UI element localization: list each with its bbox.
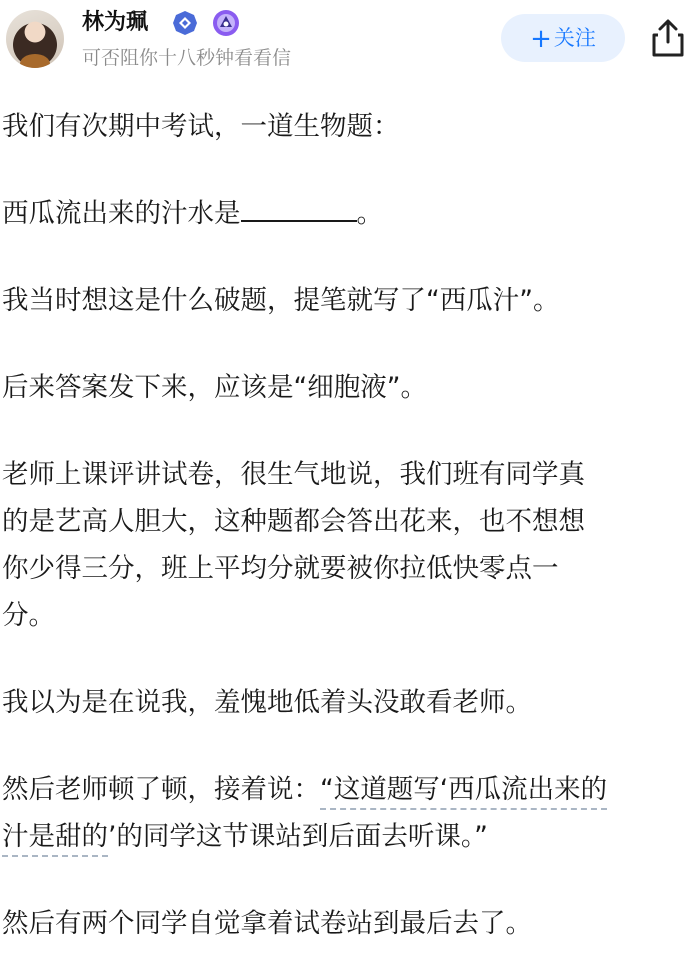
paragraph-8: 然后有两个同学自觉拿着试卷站到最后去了。 [2,908,532,939]
follow-label: 关注 [553,26,596,50]
verified-badge-icon [172,10,198,36]
author-signature: 可否阻你十八秒钟看看信 [82,47,292,69]
paragraph-4: 后来答案发下来，应该是“细胞液”。 [2,372,427,403]
post-header [0,0,690,90]
avatar-figure [20,54,50,68]
paragraph-5-line-1: 老师上课评讲试卷，很生气地说，我们班有同学真 [2,459,585,490]
highlighted-quote-start[interactable]: “这道题写‘西瓜流出来的 [320,774,607,810]
share-icon[interactable] [650,18,686,58]
follow-button[interactable] [501,14,625,62]
paragraph-5-line-4: 分。 [2,600,55,631]
paragraph-7-lead: 然后老师顿了顿，接着说： [2,774,320,805]
highlighted-quote-end[interactable]: 汁是甜的 [2,821,108,857]
paragraph-7-tail: ’的同学这节课站到后面去听课。” [108,821,488,852]
author-avatar[interactable] [6,10,64,68]
question-text: 西瓜流出来的汁水是 [2,198,241,229]
level-badge-icon [212,9,240,37]
paragraph-5-line-2: 的是艺高人胆大，这种题都会答出花来，也不想想 [2,506,585,537]
paragraph-7-line-1 [2,766,688,813]
question-end: 。 [356,198,383,229]
paragraph-3: 我当时想这是什么破题，提笔就写了“西瓜汁”。 [2,285,560,316]
paragraph-5-line-3: 你少得三分，班上平均分就要被你拉低快零点一 [2,553,559,584]
paragraph-1: 我们有次期中考试，一道生物题： [2,111,400,142]
paragraph-6: 我以为是在说我，羞愧地低着头没敢看老师。 [2,687,532,718]
paragraph-2 [2,190,688,237]
plus-icon: + [530,24,552,54]
author-name[interactable]: 林为珮 [82,10,149,35]
answer-blank [241,194,357,222]
paragraph-7-line-2 [2,813,688,860]
